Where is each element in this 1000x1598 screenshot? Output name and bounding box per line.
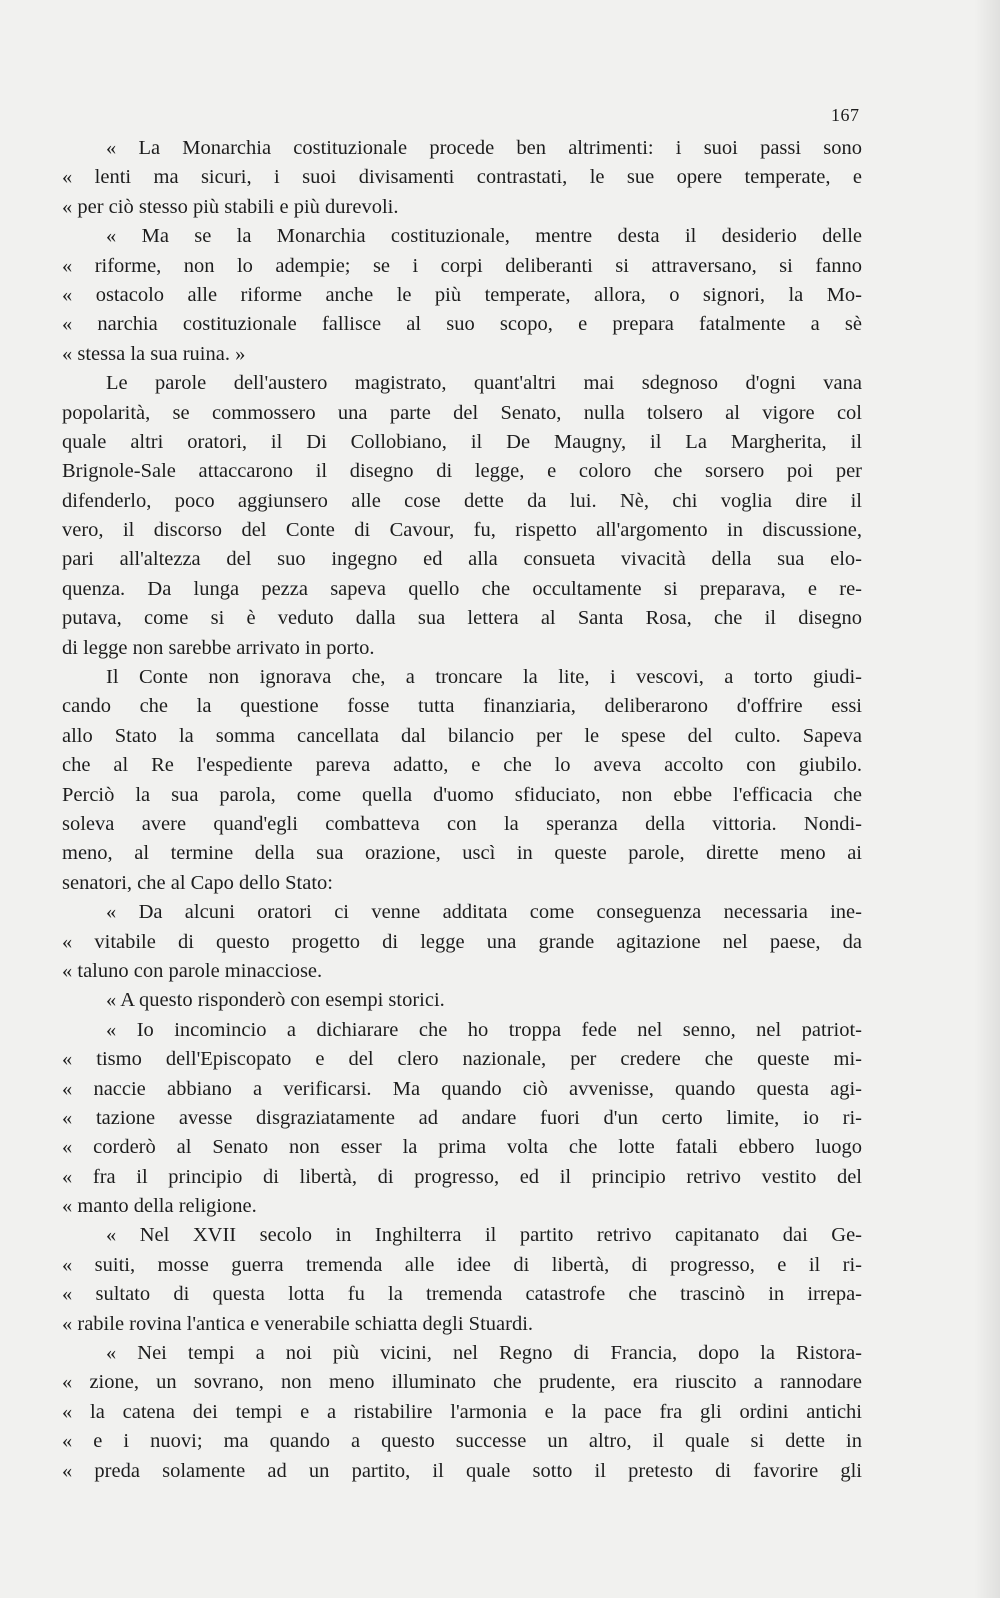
text-line: « sultato di questa lotta fu la tremenda catastrofe che trascinò in irrepa- [62,1283,862,1306]
text-line: che al Re l'espediente pareva adatto, e che lo aveva accolto con giubilo. [62,754,862,777]
text-line: « tismo dell'Episcopato e del clero nazionale, per credere che queste mi- [62,1048,862,1071]
text-line: « narchia costituzionale fallisce al suo scopo, e prepara fatalmente a sè [62,313,862,336]
text-line: soleva avere quand'egli combatteva con la speranza della vittoria. Nondi- [62,812,862,835]
text-line: Brignole-Sale attaccarono il disegno di legge, e coloro che sorsero poi per [62,460,862,483]
text-line: senatori, che al Capo dello Stato: [62,871,333,894]
text-line: « ostacolo alle riforme anche le più temperate, allora, o signori, la Mo- [62,283,862,306]
text-line: Le parole dell'austero magistrato, quant'altri mai sdegnoso d'ogni vana [106,372,862,395]
text-line: « manto della religione. [62,1195,257,1218]
text-line: « riforme, non lo adempie; se i corpi deliberanti si attraversano, si fanno [62,254,862,277]
text-line: « A questo risponderò con esempi storici. [106,989,445,1012]
text-line: « la catena dei tempi e a ristabilire l'armonia e la pace fra gli ordini antichi [62,1400,862,1423]
text-line: quenza. Da lunga pezza sapeva quello che occultamente si preparava, e re- [62,577,862,600]
text-line: Il Conte non ignorava che, a troncare la lite, i vescovi, a torto giudi- [106,666,862,689]
text-line: « fra il principio di libertà, di progresso, ed il principio retrivo vestito del [62,1165,862,1188]
text-line: « Nei tempi a noi più vicini, nel Regno di Francia, dopo la Ristora- [106,1342,862,1365]
text-line: « preda solamente ad un partito, il quale sotto il pretesto di favorire gli [62,1459,862,1482]
text-line: « corderò al Senato non esser la prima volta che lotte fatali ebbero luogo [62,1136,862,1159]
text-line: « taluno con parole minacciose. [62,959,323,982]
text-line: « La Monarchia costituzionale procede ben altrimenti: i suoi passi sono [106,137,862,159]
text-line: « e i nuovi; ma quando a questo successe un altro, il quale si dette in [62,1430,862,1453]
text-line: « lenti ma sicuri, i suoi divisamenti contrastati, le sue opere temperate, e [62,166,862,189]
text-line: Perciò la sua parola, come quella d'uomo sfiduciato, non ebbe l'efficacia che [62,783,862,806]
text-line: « stessa la sua ruina. » [62,342,246,365]
text-line: « per ciò stesso più stabili e più durevoli. [62,195,399,218]
text-line: « tazione avesse disgraziatamente ad andare fuori d'un certo limite, io ri- [62,1106,862,1129]
body-text [62,134,862,1486]
text-line: di legge non sarebbe arrivato in porto. [62,636,375,659]
text-line: « naccie abbiano a verificarsi. Ma quando ciò avvenisse, quando questa agi- [62,1077,862,1100]
page-number: 167 [831,105,860,125]
text-line: quale altri oratori, il Di Collobiano, il De Maugny, il La Margherita, il [62,430,862,453]
text-line: meno, al termine della sua orazione, uscì in queste parole, dirette meno ai [62,842,862,865]
text-line: « Nel XVII secolo in Inghilterra il partito retrivo capitanato dai Ge- [106,1224,862,1247]
text-line: vero, il discorso del Conte di Cavour, fu, rispetto all'argomento in discussione, [62,519,862,542]
text-line: pari all'altezza del suo ingegno ed alla consueta vivacità della sua elo- [62,548,862,571]
text-line: « Da alcuni oratori ci venne additata come conseguenza necessaria ine- [106,901,862,924]
text-line: « zione, un sovrano, non meno illuminato che prudente, era riuscito a rannodare [62,1371,862,1394]
text-line: « Io incomincio a dichiarare che ho troppa fede nel senno, nel patriot- [106,1018,862,1041]
text-line: « Ma se la Monarchia costituzionale, mentre desta il desiderio delle [106,225,862,248]
text-line: popolarità, se commossero una parte del Senato, nulla tolsero al vigore col [62,401,862,424]
text-line: « vitabile di questo progetto di legge una grande agitazione nel paese, da [62,930,862,953]
text-line: difenderlo, poco aggiunsero alle cose dette da lui. Nè, chi voglia dire il [62,489,862,512]
text-line: « rabile rovina l'antica e venerabile schiatta degli Stuardi. [62,1312,534,1335]
text-line: allo Stato la somma cancellata dal bilancio per le spese del culto. Sapeva [62,724,862,747]
text-line: « suiti, mosse guerra tremenda alle idee di libertà, di progresso, e il ri- [62,1253,862,1276]
text-line: putava, come si è veduto dalla sua lettera al Santa Rosa, che il disegno [62,607,862,630]
text-line: cando che la questione fosse tutta finanziaria, deliberarono d'offrire essi [62,695,862,718]
